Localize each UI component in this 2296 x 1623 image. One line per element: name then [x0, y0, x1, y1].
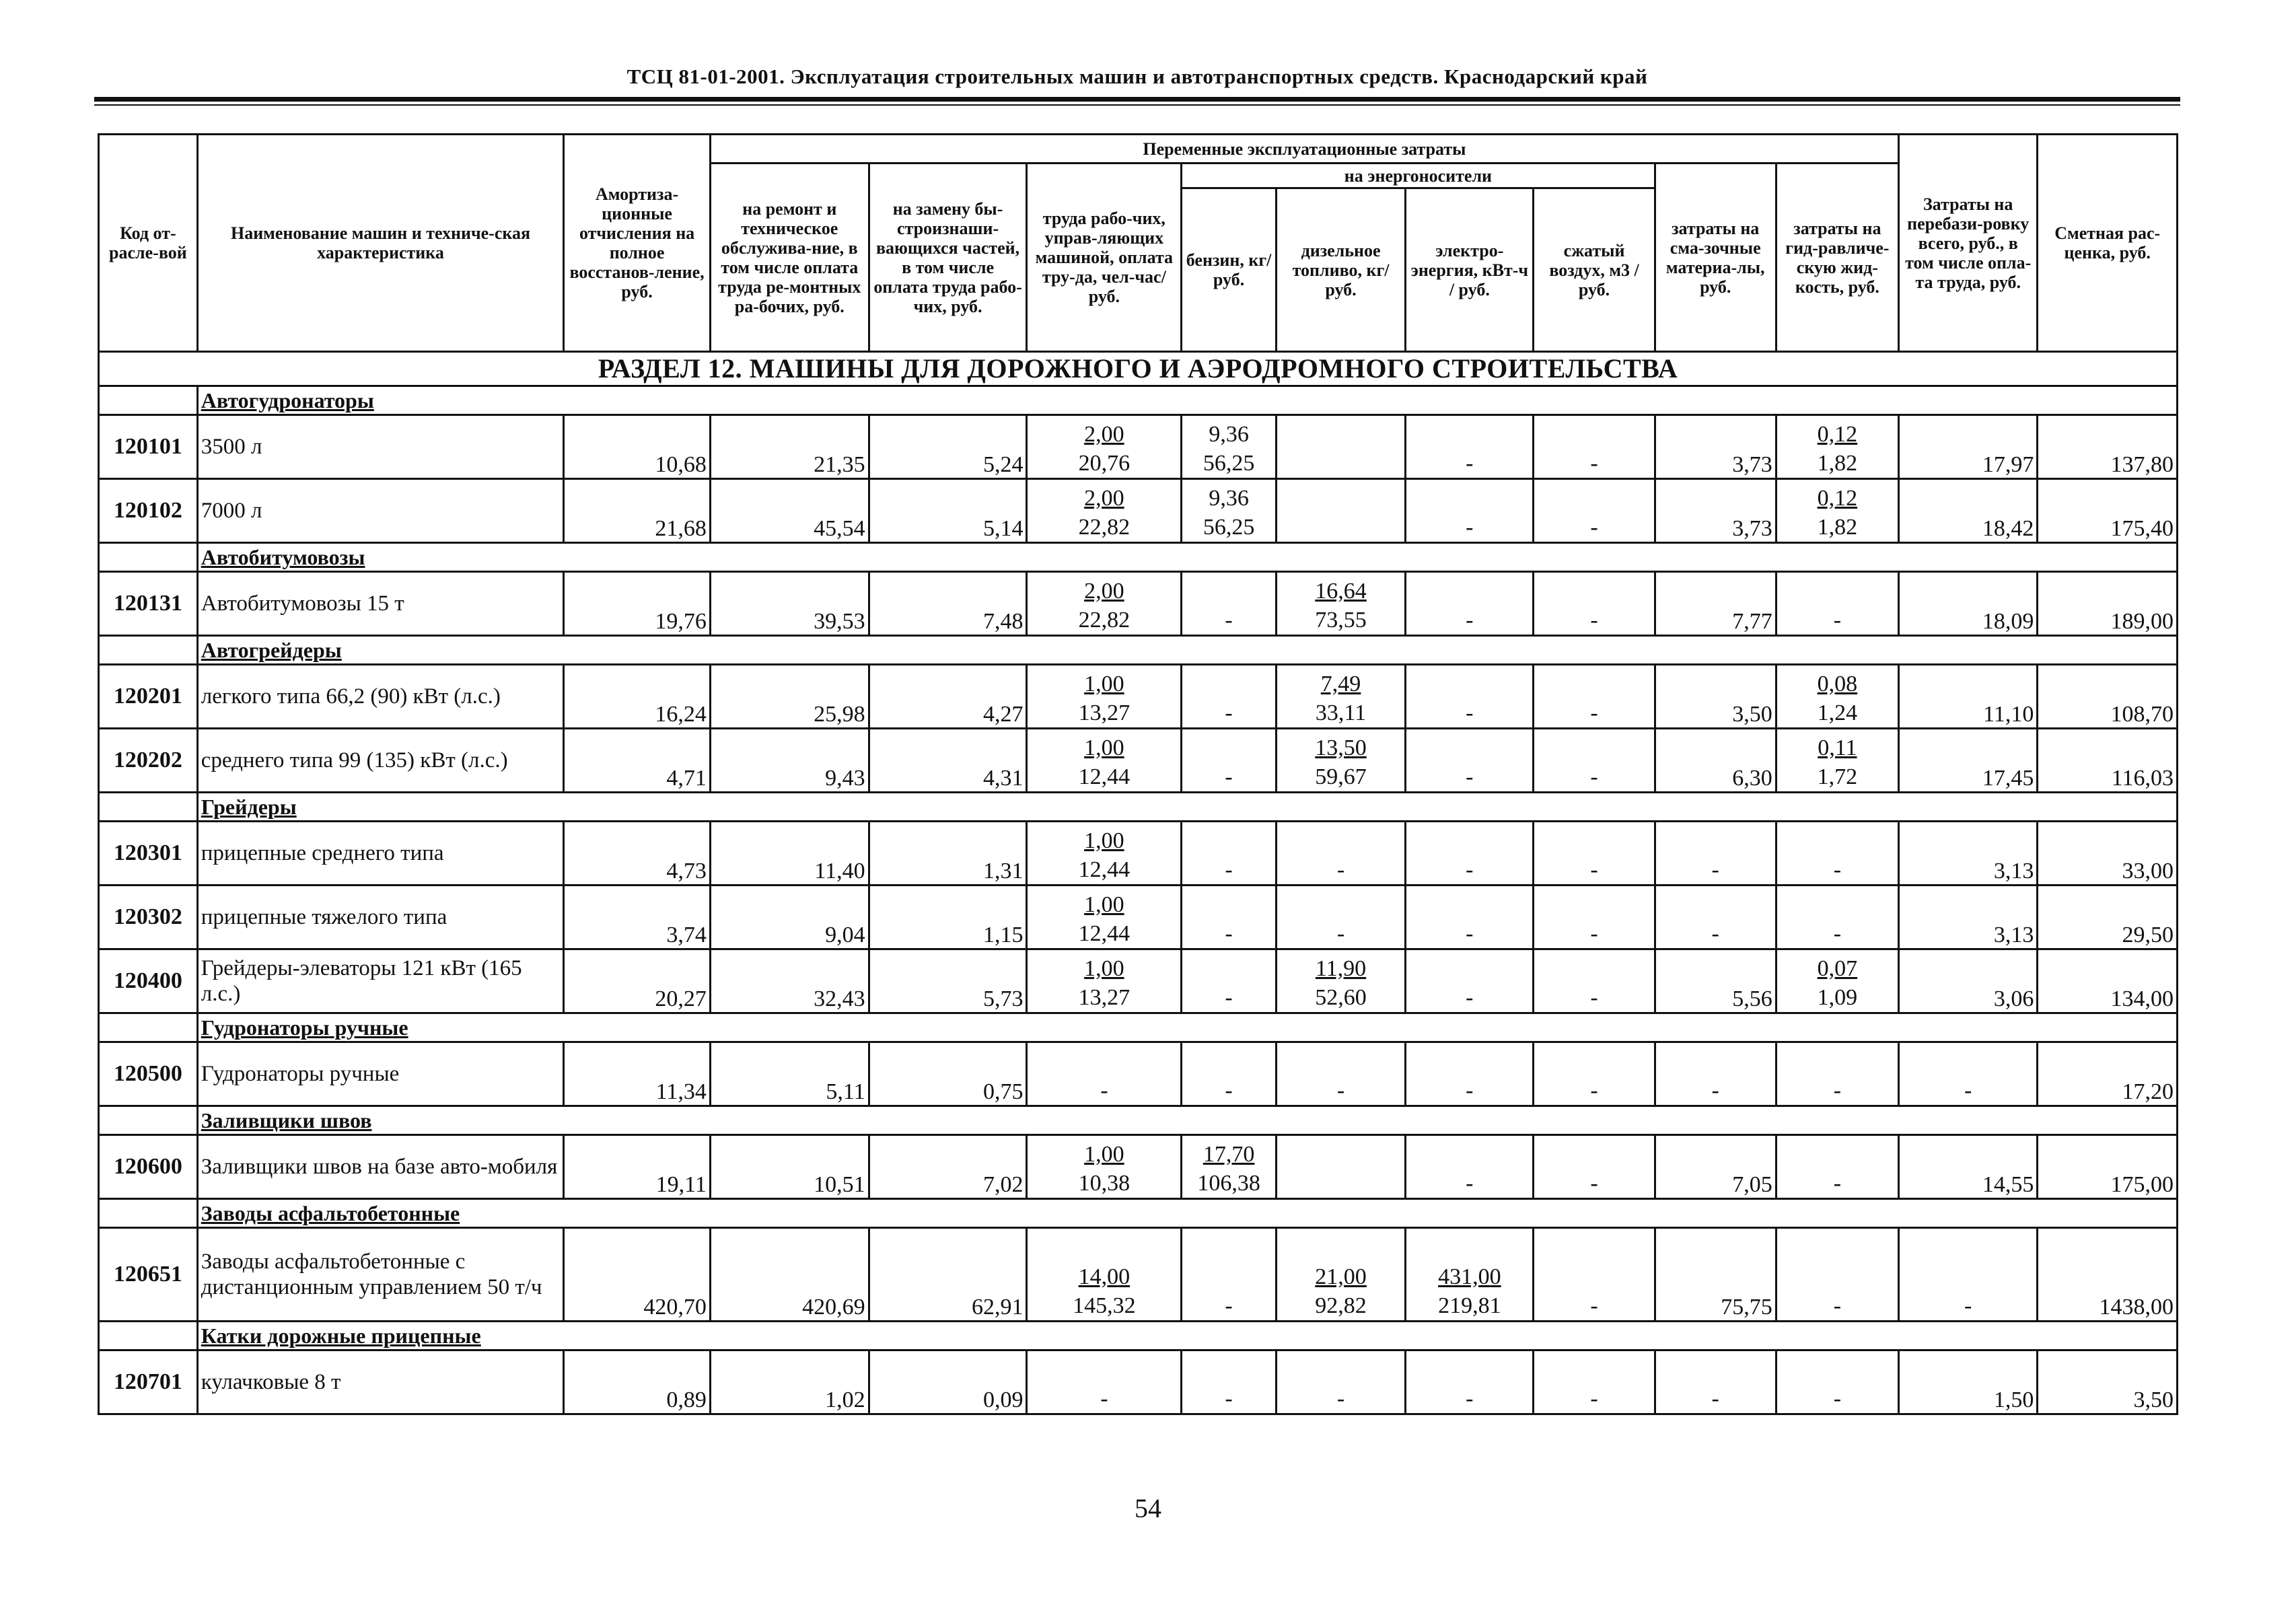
table-row: [99, 1135, 2178, 1199]
labor-hours: 1,00: [1084, 735, 1124, 760]
code-cell: 120500: [99, 1042, 198, 1106]
name-cell: Гудронаторы ручные: [197, 1042, 564, 1106]
machine-rates-table: [98, 133, 2178, 1415]
labor-cell: [1027, 729, 1182, 793]
table-row: [99, 665, 2178, 729]
amort-cell: 10,68: [564, 415, 711, 479]
relocation-cell: 14,55: [1898, 1135, 2037, 1199]
header-code: Код от-расле-вой: [99, 135, 198, 352]
lubricant-cell: -: [1655, 1042, 1776, 1106]
relocation-cell: 18,09: [1898, 572, 2037, 636]
group-code-cell: [99, 793, 198, 822]
lubricant-cell: 75,75: [1655, 1228, 1776, 1322]
repair-cell: 32,43: [710, 949, 869, 1013]
petrol-cost: 106,38: [1197, 1171, 1260, 1196]
code-cell: 120102: [99, 479, 198, 543]
air-cell: -: [1534, 572, 1655, 636]
table-row: [99, 415, 2178, 479]
electric-cell: -: [1406, 822, 1534, 886]
electric-cell: -: [1406, 665, 1534, 729]
header-diesel: дизельное топливо, кг/руб.: [1276, 188, 1405, 352]
group-row: [99, 386, 2178, 415]
petrol-cell: [1182, 479, 1277, 543]
amort-cell: 4,73: [564, 822, 711, 886]
petrol-cell: -: [1182, 822, 1277, 886]
repair-cell: 39,53: [710, 572, 869, 636]
name-cell: 3500 л: [197, 415, 564, 479]
petrol-cell: -: [1182, 1042, 1277, 1106]
hydraulic-cell: -: [1776, 1042, 1898, 1106]
diesel-qty: 11,90: [1315, 956, 1367, 981]
labor-cost: 145,32: [1073, 1293, 1136, 1318]
petrol-cell: -: [1182, 665, 1277, 729]
labor-cost: 12,44: [1078, 857, 1131, 882]
code-cell: 120201: [99, 665, 198, 729]
header-amortization: Амортиза-ционные отчисления на полное восстанов-ление, руб.: [564, 135, 711, 352]
repair-cell: 45,54: [710, 479, 869, 543]
relocation-cell: 3,13: [1898, 886, 2037, 949]
group-row: [99, 1199, 2178, 1228]
group-row: [99, 636, 2178, 665]
code-cell: 120701: [99, 1350, 198, 1414]
relocation-cell: 17,45: [1898, 729, 2037, 793]
hydraulic-cost: 1,09: [1817, 985, 1858, 1010]
petrol-cost: 56,25: [1203, 515, 1255, 540]
amort-cell: 4,71: [564, 729, 711, 793]
relocation-cell: -: [1898, 1228, 2037, 1322]
code-cell: 120202: [99, 729, 198, 793]
electric-cell: [1406, 1228, 1534, 1322]
air-cell: -: [1534, 1042, 1655, 1106]
replace-cell: 62,91: [869, 1228, 1027, 1322]
labor-cell: [1027, 949, 1182, 1013]
electric-qty: 431,00: [1438, 1264, 1501, 1289]
repair-cell: 25,98: [710, 665, 869, 729]
electric-cell: -: [1406, 1135, 1534, 1199]
petrol-qty: 9,36: [1209, 422, 1249, 447]
repair-cell: 11,40: [710, 822, 869, 886]
total-cell: 17,20: [2038, 1042, 2178, 1106]
header-lubricant: затраты на сма-зочные материа-лы, руб.: [1655, 164, 1776, 352]
labor-cell: -: [1027, 1350, 1182, 1414]
repair-cell: 21,35: [710, 415, 869, 479]
labor-hours: 2,00: [1084, 486, 1124, 511]
repair-cell: 9,43: [710, 729, 869, 793]
hydraulic-cell: -: [1776, 1350, 1898, 1414]
group-row: [99, 793, 2178, 822]
diesel-cost: 73,55: [1315, 608, 1367, 633]
code-cell: 120131: [99, 572, 198, 636]
replace-cell: 1,31: [869, 822, 1027, 886]
header-variable-costs: Переменные эксплуатационные затраты: [710, 135, 1898, 164]
diesel-cost: 92,82: [1315, 1293, 1367, 1318]
replace-cell: 0,09: [869, 1350, 1027, 1414]
air-cell: -: [1534, 949, 1655, 1013]
labor-hours: 2,00: [1084, 422, 1124, 447]
electric-cost: 219,81: [1438, 1293, 1501, 1318]
table-row: [99, 822, 2178, 886]
table-row: [99, 1350, 2178, 1414]
hydraulic-cell: -: [1776, 1135, 1898, 1199]
group-code-cell: [99, 543, 198, 572]
labor-cost: 13,27: [1078, 700, 1131, 725]
hydraulic-cost: 1,82: [1817, 515, 1858, 540]
hydraulic-cell: -: [1776, 572, 1898, 636]
labor-hours: 14,00: [1078, 1264, 1131, 1289]
lubricant-cell: -: [1655, 1350, 1776, 1414]
table-row: [99, 572, 2178, 636]
total-cell: 108,70: [2038, 665, 2178, 729]
air-cell: -: [1534, 1135, 1655, 1199]
diesel-cell: [1276, 729, 1405, 793]
electric-cell: -: [1406, 886, 1534, 949]
code-cell: 120651: [99, 1228, 198, 1322]
total-cell: 33,00: [2038, 822, 2178, 886]
amort-cell: 3,74: [564, 886, 711, 949]
relocation-cell: 3,06: [1898, 949, 2037, 1013]
labor-cell: [1027, 479, 1182, 543]
relocation-cell: 3,13: [1898, 822, 2037, 886]
labor-cost: 12,44: [1078, 764, 1131, 789]
code-cell: 120101: [99, 415, 198, 479]
labor-cost: 22,82: [1078, 608, 1131, 633]
replace-cell: 5,73: [869, 949, 1027, 1013]
name-cell: Автобитумовозы 15 т: [197, 572, 564, 636]
group-title: Автогудронаторы: [197, 386, 2177, 415]
group-code-cell: [99, 1322, 198, 1350]
labor-cell: [1027, 886, 1182, 949]
labor-hours: 1,00: [1084, 892, 1124, 917]
group-row: [99, 1106, 2178, 1135]
group-row: [99, 1322, 2178, 1350]
labor-cost: 12,44: [1078, 921, 1131, 946]
air-cell: -: [1534, 665, 1655, 729]
hydraulic-cell: [1776, 479, 1898, 543]
header-total-rate: Сметная рас-ценка, руб.: [2038, 135, 2178, 352]
group-code-cell: [99, 636, 198, 665]
total-cell: 137,80: [2038, 415, 2178, 479]
table-row: [99, 479, 2178, 543]
replace-cell: 5,14: [869, 479, 1027, 543]
header-replace-parts: на замену бы-строизнаши-вающихся частей, в том числе оплата труда рабо-чих, руб.: [869, 164, 1027, 352]
petrol-cell: [1182, 415, 1277, 479]
header-hydraulic: затраты на гид-равличе-скую жид-кость, руб.: [1776, 164, 1898, 352]
amort-cell: 20,27: [564, 949, 711, 1013]
group-code-cell: [99, 1199, 198, 1228]
air-cell: -: [1534, 1228, 1655, 1322]
amort-cell: 19,11: [564, 1135, 711, 1199]
electric-cell: -: [1406, 949, 1534, 1013]
group-row: [99, 543, 2178, 572]
hydraulic-cell: [1776, 415, 1898, 479]
header-air: сжатый воздух, м3 / руб.: [1534, 188, 1655, 352]
diesel-cell: [1276, 949, 1405, 1013]
diesel-cell: -: [1276, 1350, 1405, 1414]
diesel-cost: 33,11: [1315, 700, 1367, 725]
hydraulic-cell: -: [1776, 1228, 1898, 1322]
petrol-cell: -: [1182, 572, 1277, 636]
labor-cost: 20,76: [1078, 451, 1131, 476]
header-relocation: Затраты на перебази-ровку всего, руб., в том числе опла-та труда, руб.: [1898, 135, 2037, 352]
petrol-cell: -: [1182, 729, 1277, 793]
repair-cell: 1,02: [710, 1350, 869, 1414]
table-row: [99, 1042, 2178, 1106]
group-title: Катки дорожные прицепные: [197, 1322, 2177, 1350]
total-cell: 1438,00: [2038, 1228, 2178, 1322]
group-code-cell: [99, 386, 198, 415]
running-head: ТСЦ 81-01-2001. Эксплуатация строительных машин и автотранспортных средств. Краснодарский край: [626, 65, 1648, 88]
group-title: Грейдеры: [197, 793, 2177, 822]
name-cell: прицепные тяжелого типа: [197, 886, 564, 949]
diesel-cell: -: [1276, 886, 1405, 949]
hydraulic-qty: 0,12: [1817, 486, 1858, 511]
amort-cell: 420,70: [564, 1228, 711, 1322]
header-repair: на ремонт и техническое обслужива-ние, в том числе оплата труда ре-монтных ра-бочих, руб.: [710, 164, 869, 352]
hydraulic-qty: 0,12: [1817, 422, 1858, 447]
amort-cell: 21,68: [564, 479, 711, 543]
electric-cell: -: [1406, 479, 1534, 543]
labor-hours: 1,00: [1084, 828, 1124, 853]
petrol-cell: -: [1182, 949, 1277, 1013]
table-row: [99, 886, 2178, 949]
header-labor: труда рабо-чих, управ-ляющих машиной, оплата тру-да, чел-час/руб.: [1027, 164, 1182, 352]
lubricant-cell: 6,30: [1655, 729, 1776, 793]
lubricant-cell: -: [1655, 822, 1776, 886]
petrol-cost: 56,25: [1203, 451, 1255, 476]
hydraulic-cell: [1776, 665, 1898, 729]
relocation-cell: -: [1898, 1042, 2037, 1106]
hydraulic-cell: -: [1776, 822, 1898, 886]
relocation-cell: 1,50: [1898, 1350, 2037, 1414]
diesel-qty: 13,50: [1315, 735, 1367, 760]
repair-cell: 10,51: [710, 1135, 869, 1199]
total-cell: 116,03: [2038, 729, 2178, 793]
labor-hours: 1,00: [1084, 672, 1124, 696]
hydraulic-qty: 0,07: [1817, 956, 1858, 981]
labor-cell: [1027, 1135, 1182, 1199]
code-cell: 120301: [99, 822, 198, 886]
replace-cell: 1,15: [869, 886, 1027, 949]
diesel-cell: [1276, 415, 1405, 479]
replace-cell: 7,48: [869, 572, 1027, 636]
total-cell: 134,00: [2038, 949, 2178, 1013]
electric-cell: -: [1406, 415, 1534, 479]
code-cell: 120302: [99, 886, 198, 949]
replace-cell: 4,31: [869, 729, 1027, 793]
total-cell: 3,50: [2038, 1350, 2178, 1414]
name-cell: 7000 л: [197, 479, 564, 543]
group-title: Автобитумовозы: [197, 543, 2177, 572]
lubricant-cell: 7,05: [1655, 1135, 1776, 1199]
electric-cell: -: [1406, 1350, 1534, 1414]
diesel-cost: 59,67: [1315, 764, 1367, 789]
diesel-cell: [1276, 665, 1405, 729]
labor-cell: [1027, 572, 1182, 636]
labor-cost: 22,82: [1078, 515, 1131, 540]
petrol-cell: -: [1182, 886, 1277, 949]
diesel-cell: [1276, 1228, 1405, 1322]
labor-cost: 13,27: [1078, 985, 1131, 1010]
air-cell: -: [1534, 886, 1655, 949]
code-cell: 120400: [99, 949, 198, 1013]
hydraulic-cell: [1776, 949, 1898, 1013]
table-row: [99, 729, 2178, 793]
group-code-cell: [99, 1013, 198, 1042]
group-title: Заливщики швов: [197, 1106, 2177, 1135]
electric-cell: -: [1406, 572, 1534, 636]
table-row: [99, 1228, 2178, 1322]
total-cell: 175,00: [2038, 1135, 2178, 1199]
hydraulic-cell: [1776, 729, 1898, 793]
group-title: Автогрейдеры: [197, 636, 2177, 665]
group-row: [99, 1013, 2178, 1042]
diesel-cell: -: [1276, 822, 1405, 886]
hydraulic-qty: 0,11: [1818, 735, 1857, 760]
lubricant-cell: 7,77: [1655, 572, 1776, 636]
diesel-qty: 7,49: [1320, 672, 1361, 696]
header-rule: [94, 97, 2180, 102]
lubricant-cell: 3,73: [1655, 479, 1776, 543]
diesel-cell: [1276, 1135, 1405, 1199]
name-cell: кулачковые 8 т: [197, 1350, 564, 1414]
electric-cell: -: [1406, 729, 1534, 793]
air-cell: -: [1534, 479, 1655, 543]
name-cell: Грейдеры-элеваторы 121 кВт (165 л.с.): [197, 949, 564, 1013]
lubricant-cell: 3,50: [1655, 665, 1776, 729]
relocation-cell: 18,42: [1898, 479, 2037, 543]
code-cell: 120600: [99, 1135, 198, 1199]
lubricant-cell: -: [1655, 886, 1776, 949]
header-energy: на энергоносители: [1182, 164, 1655, 188]
labor-hours: 2,00: [1084, 579, 1124, 604]
diesel-cell: -: [1276, 1042, 1405, 1106]
diesel-cell: [1276, 479, 1405, 543]
petrol-cell: [1182, 1135, 1277, 1199]
petrol-cell: -: [1182, 1228, 1277, 1322]
amort-cell: 19,76: [564, 572, 711, 636]
header-petrol: бензин, кг/руб.: [1182, 188, 1277, 352]
header-name: Наименование машин и техниче-ская характеристика: [197, 135, 564, 352]
repair-cell: 420,69: [710, 1228, 869, 1322]
diesel-cell: [1276, 572, 1405, 636]
labor-hours: 1,00: [1084, 956, 1124, 981]
diesel-cost: 52,60: [1315, 985, 1367, 1010]
repair-cell: 9,04: [710, 886, 869, 949]
replace-cell: 7,02: [869, 1135, 1027, 1199]
repair-cell: 5,11: [710, 1042, 869, 1106]
lubricant-cell: 5,56: [1655, 949, 1776, 1013]
replace-cell: 4,27: [869, 665, 1027, 729]
labor-cell: [1027, 665, 1182, 729]
hydraulic-cell: -: [1776, 886, 1898, 949]
total-cell: 175,40: [2038, 479, 2178, 543]
labor-hours: 1,00: [1084, 1142, 1124, 1167]
group-code-cell: [99, 1106, 198, 1135]
petrol-qty: 17,70: [1203, 1142, 1255, 1167]
relocation-cell: 17,97: [1898, 415, 2037, 479]
hydraulic-cost: 1,24: [1817, 700, 1858, 725]
group-title: Гудронаторы ручные: [197, 1013, 2177, 1042]
relocation-cell: 11,10: [1898, 665, 2037, 729]
total-cell: 29,50: [2038, 886, 2178, 949]
name-cell: Заводы асфальтобетонные с дистанционным управлением 50 т/ч: [197, 1228, 564, 1322]
diesel-qty: 16,64: [1315, 579, 1367, 604]
page-number: 54: [1135, 1493, 1161, 1523]
amort-cell: 11,34: [564, 1042, 711, 1106]
table-row: [99, 949, 2178, 1013]
hydraulic-cost: 1,82: [1817, 451, 1858, 476]
group-title: Заводы асфальтобетонные: [197, 1199, 2177, 1228]
name-cell: прицепные среднего типа: [197, 822, 564, 886]
labor-cell: -: [1027, 1042, 1182, 1106]
diesel-qty: 21,00: [1315, 1264, 1367, 1289]
petrol-cell: -: [1182, 1350, 1277, 1414]
replace-cell: 0,75: [869, 1042, 1027, 1106]
amort-cell: 16,24: [564, 665, 711, 729]
name-cell: легкого типа 66,2 (90) кВт (л.с.): [197, 665, 564, 729]
electric-cell: -: [1406, 1042, 1534, 1106]
hydraulic-qty: 0,08: [1817, 672, 1858, 696]
air-cell: -: [1534, 1350, 1655, 1414]
total-cell: 189,00: [2038, 572, 2178, 636]
section-title: РАЗДЕЛ 12. МАШИНЫ ДЛЯ ДОРОЖНОГО И АЭРОДРОМНОГО СТРОИТЕЛЬСТВА: [99, 352, 2178, 386]
air-cell: -: [1534, 822, 1655, 886]
petrol-qty: 9,36: [1209, 486, 1249, 511]
labor-cell: [1027, 415, 1182, 479]
air-cell: -: [1534, 729, 1655, 793]
labor-cell: [1027, 822, 1182, 886]
header-electric: электро-энергия, кВт-ч / руб.: [1406, 188, 1534, 352]
hydraulic-cost: 1,72: [1817, 764, 1858, 789]
name-cell: среднего типа 99 (135) кВт (л.с.): [197, 729, 564, 793]
labor-cell: [1027, 1228, 1182, 1322]
amort-cell: 0,89: [564, 1350, 711, 1414]
air-cell: -: [1534, 415, 1655, 479]
replace-cell: 5,24: [869, 415, 1027, 479]
name-cell: Заливщики швов на базе авто-мобиля: [197, 1135, 564, 1199]
lubricant-cell: 3,73: [1655, 415, 1776, 479]
section-title-row: [99, 352, 2178, 386]
labor-cost: 10,38: [1078, 1171, 1131, 1196]
header-rule-thin: [94, 104, 2180, 106]
